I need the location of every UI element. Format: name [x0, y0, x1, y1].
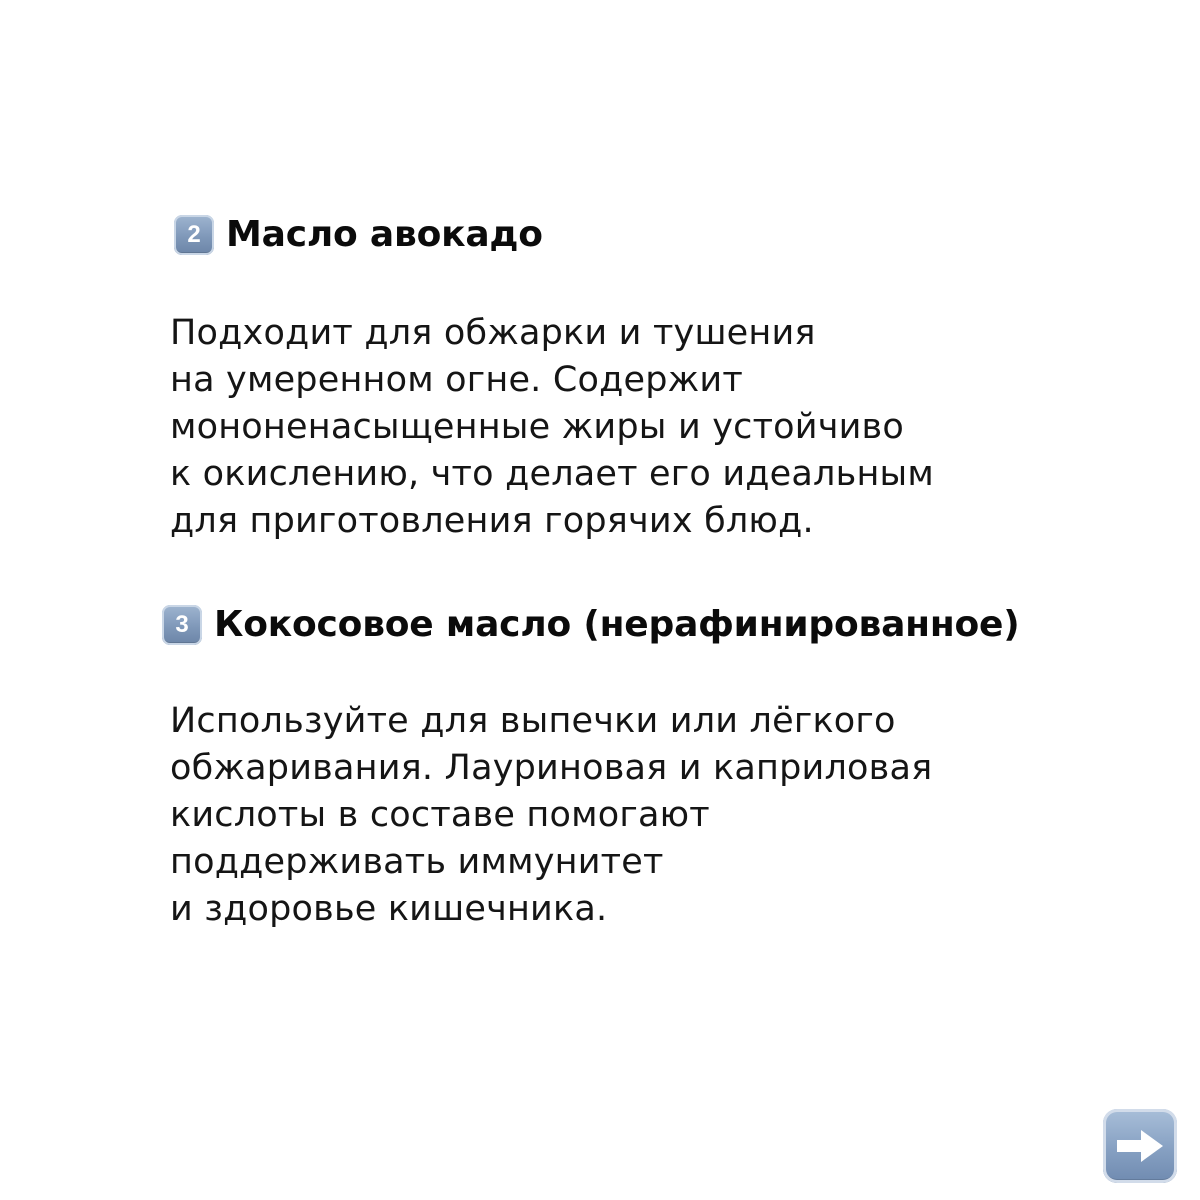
section-body-coconut — [170, 698, 932, 933]
next-slide-button[interactable] — [1103, 1109, 1177, 1183]
body-line: Подходит для обжарки и тушения — [170, 313, 816, 353]
section-heading-coconut — [162, 604, 1020, 645]
right-arrow-icon — [1113, 1126, 1167, 1166]
section-body-avocado — [170, 310, 934, 545]
body-line: и здоровье кишечника. — [170, 889, 608, 929]
section-title: Кокосовое масло (нерафинированное) — [214, 604, 1020, 645]
keycap-two-icon: 2 — [174, 215, 214, 255]
body-line: мононенасыщенные жиры и устойчиво — [170, 407, 904, 447]
body-line: поддерживать иммунитет — [170, 842, 664, 882]
body-line: Используйте для выпечки или лёгкого — [170, 701, 896, 741]
body-line: кислоты в составе помогают — [170, 795, 710, 835]
keycap-three-icon: 3 — [162, 605, 202, 645]
body-line: обжаривания. Лауриновая и каприловая — [170, 748, 933, 788]
body-line: на умеренном огне. Содержит — [170, 360, 743, 400]
body-line: к окислению, что делает его идеальным — [170, 454, 934, 494]
section-title: Масло авокадо — [226, 214, 543, 255]
body-line: для приготовления горячих блюд. — [170, 501, 814, 541]
section-heading-avocado — [174, 214, 543, 255]
